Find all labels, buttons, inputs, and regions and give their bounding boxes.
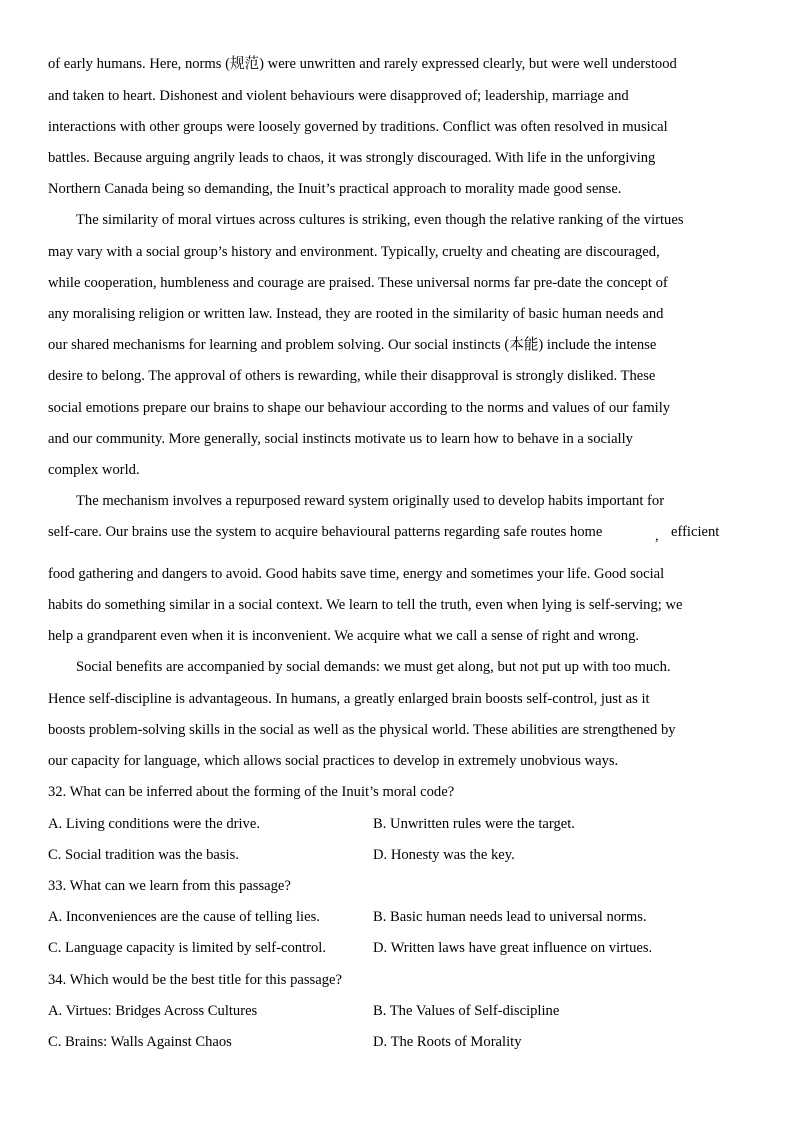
passage-line: The similarity of moral virtues across cultures is striking, even though the relative ranking of the virtues: [76, 212, 684, 228]
passage-line: any moralising religion or written law. Instead, they are rooted in the similarity of basic human needs and: [48, 306, 664, 322]
passage-line: battles. Because arguing angrily leads to chaos, it was strongly discouraged. With life in the unforgiving: [48, 150, 656, 166]
passage-line: while cooperation, humbleness and courage are praised. These universal norms far pre-date the concept of: [48, 275, 668, 291]
question-option: C. Brains: Walls Against Chaos: [48, 1034, 232, 1050]
passage-line: our shared mechanisms for learning and problem solving. Our social instincts (本能) include the intense: [48, 337, 657, 353]
passage-line: Social benefits are accompanied by social demands: we must get along, but not put up with too much.: [76, 659, 671, 675]
question-option: B. Unwritten rules were the target.: [373, 816, 575, 832]
passage-comma: ,: [655, 528, 659, 544]
question-option: A. Inconveniences are the cause of telling lies.: [48, 909, 320, 925]
passage-line: habits do something similar in a social context. We learn to tell the truth, even when lying is self-serving; we: [48, 597, 683, 613]
question-option: C. Social tradition was the basis.: [48, 847, 239, 863]
question-option: B. The Values of Self-discipline: [373, 1003, 560, 1019]
passage-line: our capacity for language, which allows social practices to develop in extremely unobvious ways.: [48, 753, 619, 769]
question-stem: 34. Which would be the best title for this passage?: [48, 972, 342, 988]
passage-line: and our community. More generally, social instincts motivate us to learn how to behave in a socially: [48, 431, 633, 447]
passage-line: and taken to heart. Dishonest and violent behaviours were disapproved of; leadership, marriage and: [48, 88, 629, 104]
passage-line: interactions with other groups were loosely governed by traditions. Conflict was often resolved in musical: [48, 119, 668, 135]
passage-line: food gathering and dangers to avoid. Good habits save time, energy and sometimes your life. Good social: [48, 566, 665, 582]
passage-line: complex world.: [48, 462, 140, 478]
passage-line: desire to belong. The approval of others is rewarding, while their disapproval is strongly disliked. These: [48, 368, 656, 384]
passage-line: help a grandparent even when it is inconvenient. We acquire what we call a sense of right and wrong.: [48, 628, 640, 644]
passage-line: The mechanism involves a repurposed reward system originally used to develop habits important for: [76, 493, 665, 509]
question-option: B. Basic human needs lead to universal norms.: [373, 909, 647, 925]
passage-word: efficient: [671, 524, 720, 540]
passage-line: Hence self-discipline is advantageous. In humans, a greatly enlarged brain boosts self-control, just as it: [48, 691, 650, 707]
question-option: D. Honesty was the key.: [373, 847, 515, 863]
question-option: A. Living conditions were the drive.: [48, 816, 260, 832]
passage-line: boosts problem-solving skills in the social as well as the physical world. These abilities are strengthened by: [48, 722, 676, 738]
passage-line: may vary with a social group’s history and environment. Typically, cruelty and cheating are discouraged,: [48, 244, 660, 260]
passage-line: social emotions prepare our brains to shape our behaviour according to the norms and values of our family: [48, 400, 671, 416]
question-option: A. Virtues: Bridges Across Cultures: [48, 1003, 258, 1019]
question-stem: 32. What can be inferred about the forming of the Inuit’s moral code?: [48, 784, 455, 800]
passage-line: of early humans. Here, norms (规范) were unwritten and rarely expressed clearly, but were well understood: [48, 56, 677, 72]
question-option: D. Written laws have great influence on virtues.: [373, 940, 653, 956]
passage-line: self-care. Our brains use the system to acquire behavioural patterns regarding safe routes home: [48, 524, 603, 540]
question-option: D. The Roots of Morality: [373, 1034, 522, 1050]
question-stem: 33. What can we learn from this passage?: [48, 878, 291, 894]
passage-line: Northern Canada being so demanding, the Inuit’s practical approach to morality made good sense.: [48, 181, 622, 197]
question-option: C. Language capacity is limited by self-control.: [48, 940, 327, 956]
